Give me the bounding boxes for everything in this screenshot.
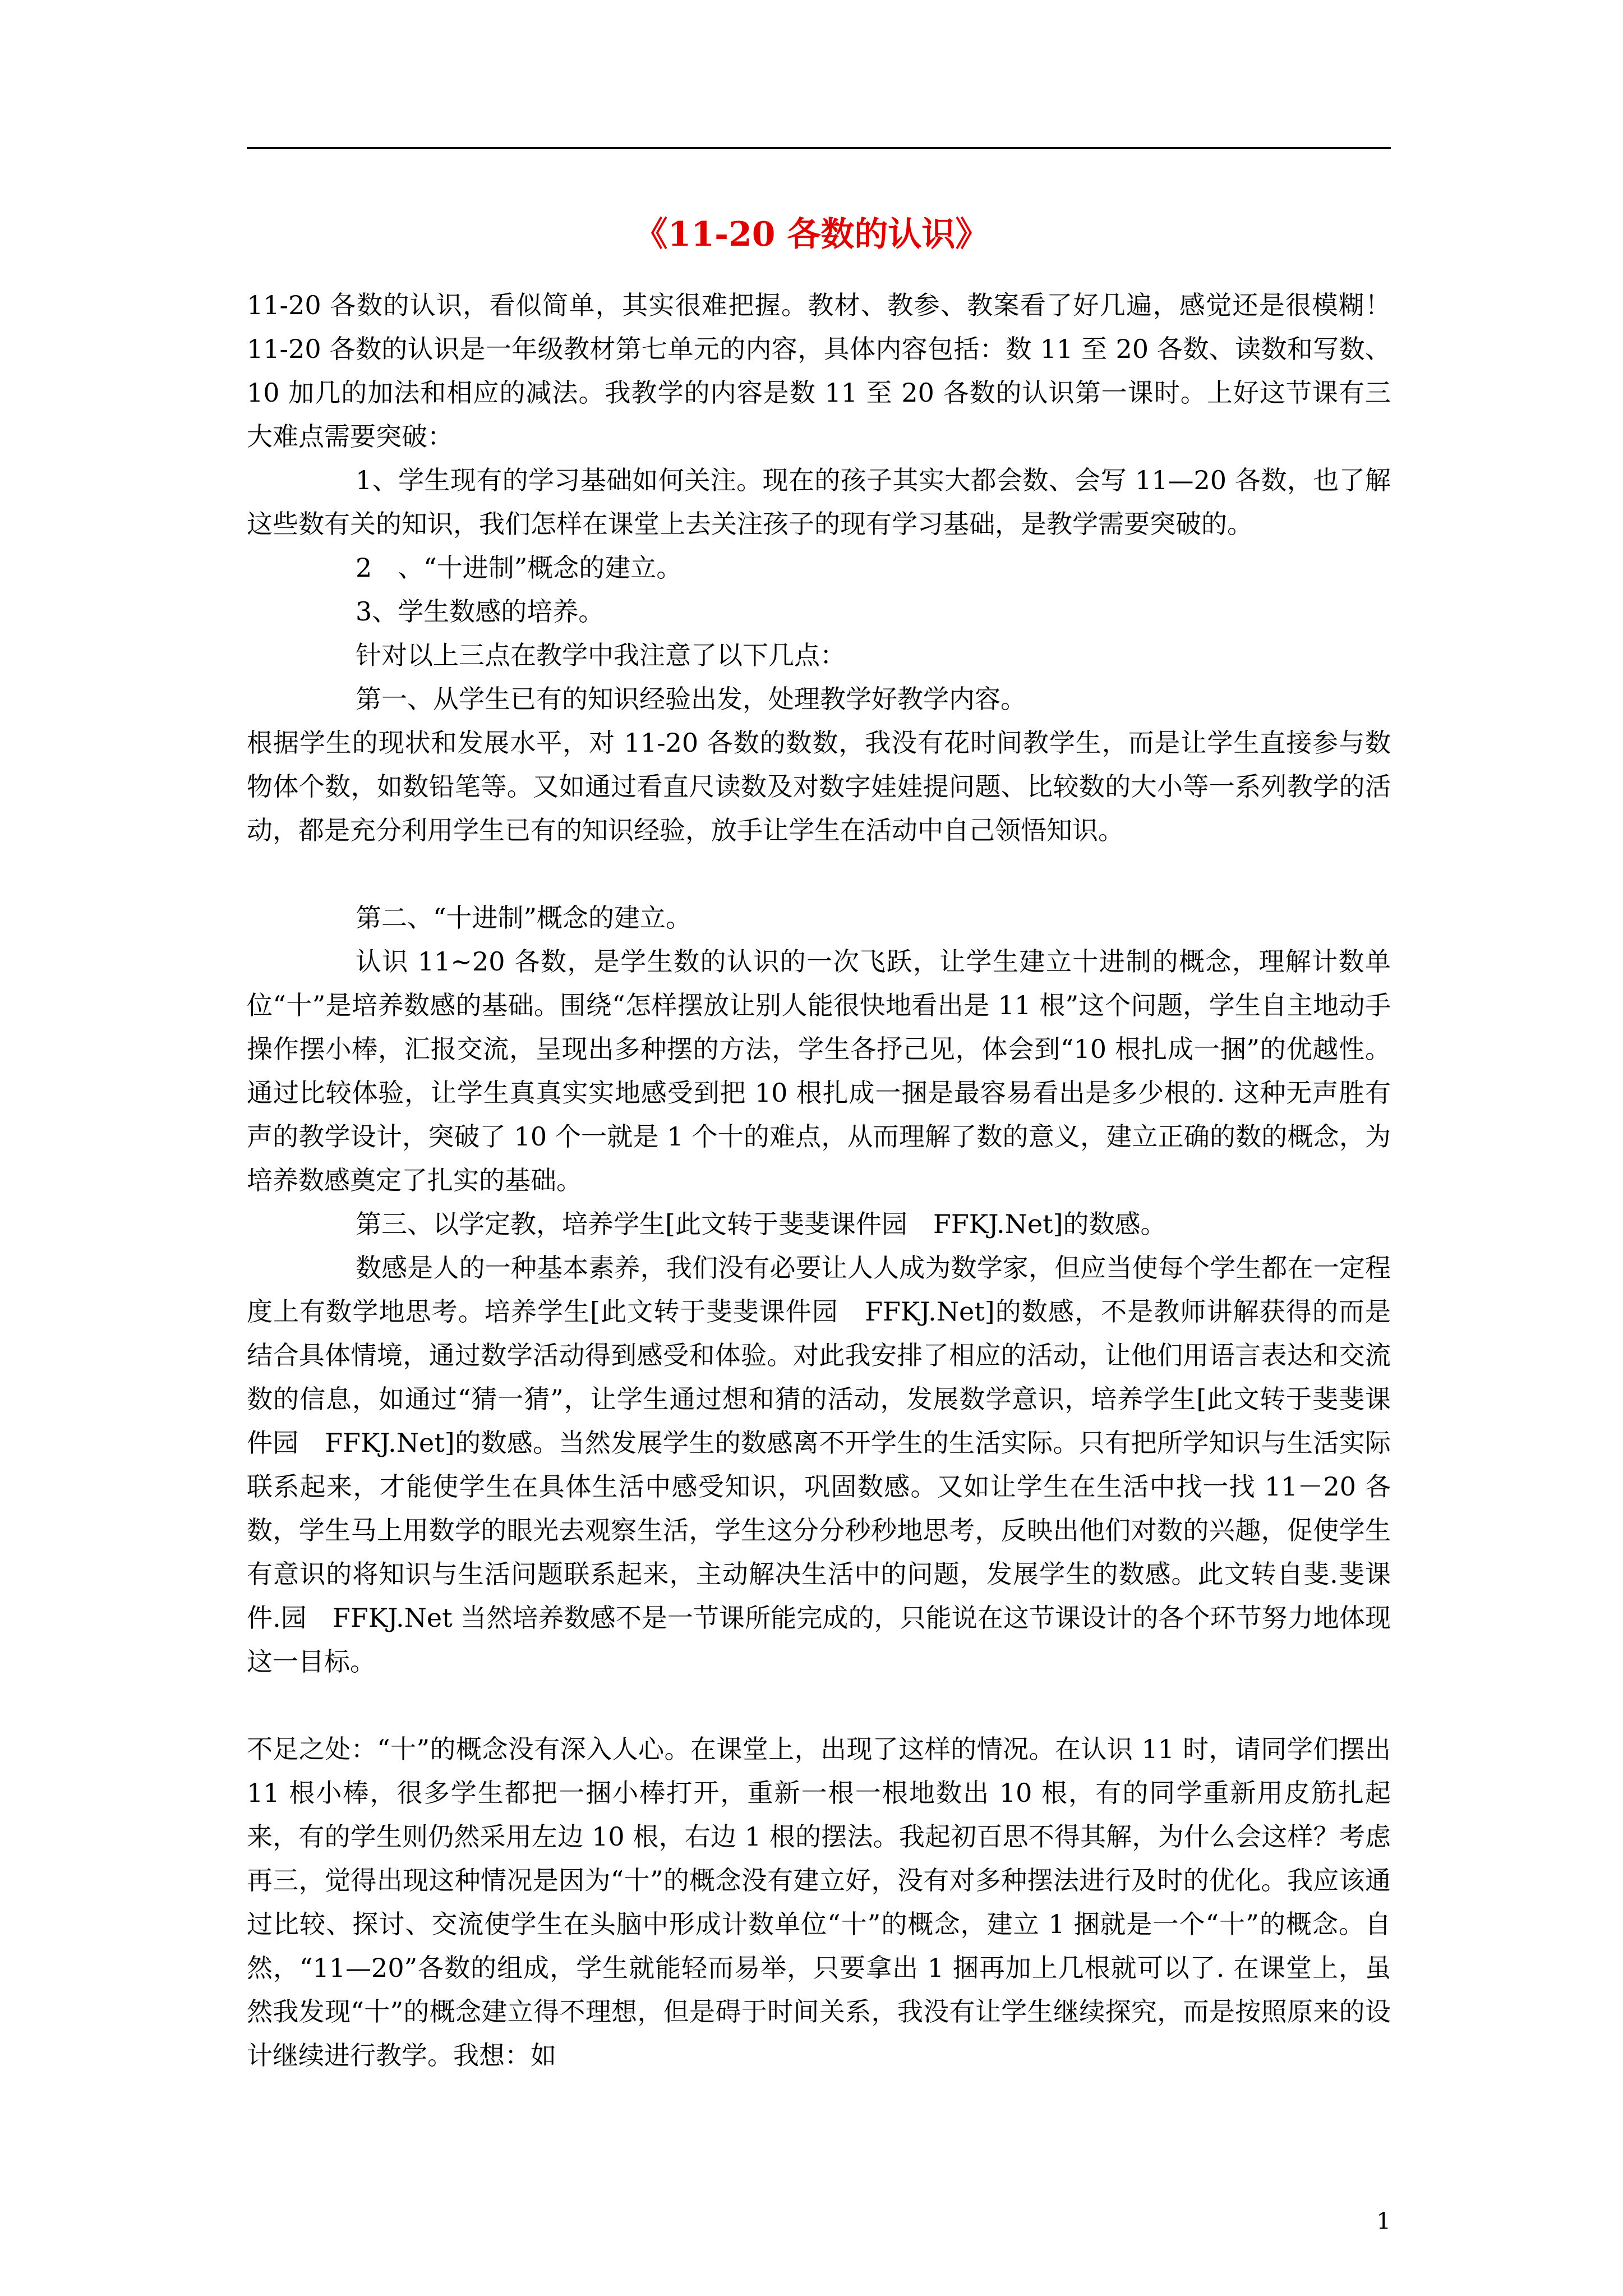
paragraph-third-body: 数感是人的一种基本素养，我们没有必要让人人成为数学家，但应当使每个学生都在一定程度上有数学地思考。培养学生[此文转于斐斐课件园 FFKJ.Net]的数感，不是教师讲解获得的而是结合具体情境，通过数学活动得到感受和体验。对此我安排了相应的活动，让他们用语言表达和交流数的信息，如通过“猜一猜”，让学生通过想和猜的活动，发展数学意识，培养学生[此文转于斐斐课件园 FFKJ.Net]的数感。当然发展学生的数感离不开学生的生活实际。只有把所学知识与生活实际联系起来，才能使学生在具体生活中感受知识，巩固数感。又如让学生在生活中找一找 11－20 各数，学生马上用数学的眼光去观察生活，学生这分分秒秒地思考，反映出他们对数的兴趣，促使学生有意识的将知识与生活问题联系起来，主动解决生活中的问题，发展学生的数感。此文转自斐.斐课件.园 FFKJ.Net 当然培养数感不是一节课所能完成的，只能说在这节课设计的各个环节努力地体现这一目标。 (247, 1253, 1391, 1677)
paragraph-point-2: 2 、“十进制”概念的建立。 (356, 553, 683, 583)
paragraph-first-body: 根据学生的现状和发展水平，对 11-20 各数的数数，我没有花时间教学生，而是让学生直接参与数物体个数，如数铅笔等。又如通过看直尺读数及对数字娃娃提问题、比较数的大小等一系列教学的活动，都是充分利用学生已有的知识经验，放手让学生在活动中自己领悟知识。 (247, 728, 1391, 845)
document-body (247, 283, 1494, 2077)
paragraph-shortcomings: 不足之处：“十”的概念没有深入人心。在课堂上，出现了这样的情况。在认识 11 时，请同学们摆出 11 根小棒，很多学生都把一捆小棒打开，重新一根一根地数出 10 根，有的同学重新用皮筋扎起来，有的学生则仍然采用左边 10 根，右边 1 根的摆法。我起初百思不得其解，为什么会这样？考虑再三，觉得出现这种情况是因为“十”的概念没有建立好，没有对多种摆法进行及时的优化。我应该通过比较、探讨、交流使学生在头脑中形成计数单位“十”的概念，建立 1 捆就是一个“十”的概念。自然，“11—20”各数的组成，学生就能轻而易举，只要拿出 1 捆再加上几根就可以了. 在课堂上，虽然我发现“十”的概念建立得不理想，但是碍于时间关系，我没有让学生继续探究，而是按照原来的设计继续进行教学。我想：如 (247, 1734, 1391, 2070)
paragraph-intro: 11-20 各数的认识，看似简单，其实很难把握。教材、教参、教案看了好几遍，感觉还是很模糊！ 11-20 各数的认识是一年级教材第七单元的内容，具体内容包括：数 11 至 20 各数、读数和写数、10 加几的加法和相应的减法。我教学的内容是数 11 至 20 各数的认识第一课时。上好这节课有三大难点需要突破： (247, 290, 1494, 452)
paragraph-second-body: 认识 11~20 各数，是学生数的认识的一次飞跃，让学生建立十进制的概念，理解计数单位“十”是培养数感的基础。围绕“怎样摆放让别人能很快地看出是 11 根”这个问题，学生自主地动手操作摆小棒，汇报交流，呈现出多种摆的方法，学生各抒己见，体会到“10 根扎成一捆”的优越性。通过比较体验，让学生真真实实地感受到把 10 根扎成一捆是最容易看出是多少根的. 这种无声胜有声的教学设计，突破了 10 个一就是 1 个十的难点，从而理解了数的意义，建立正确的数的概念，为培养数感奠定了扎实的基础。 (247, 946, 1391, 1195)
page-number: 1 (1376, 2208, 1391, 2234)
document-title: 《11-20 各数的认识》 (634, 215, 989, 254)
paragraph-heading-third: 第三、以学定教，培养学生[此文转于斐斐课件园 FFKJ.Net]的数感。 (356, 1209, 1166, 1239)
paragraph-heading-second: 第二、“十进制”概念的建立。 (356, 903, 692, 933)
paragraph-point-1: 1、学生现有的学习基础如何关注。现在的孩子其实大都会数、会写 11—20 各数，也了解这些数有关的知识，我们怎样在课堂上去关注孩子的现有学习基础，是教学需要突破的。 (247, 465, 1391, 539)
paragraph-approach: 针对以上三点在教学中我注意了以下几点： (356, 640, 846, 670)
paragraph-point-3: 3、学生数感的培养。 (356, 596, 605, 627)
header-rule (247, 147, 1391, 149)
paragraph-heading-first: 第一、从学生已有的知识经验出发，处理教学好教学内容。 (356, 684, 1026, 714)
